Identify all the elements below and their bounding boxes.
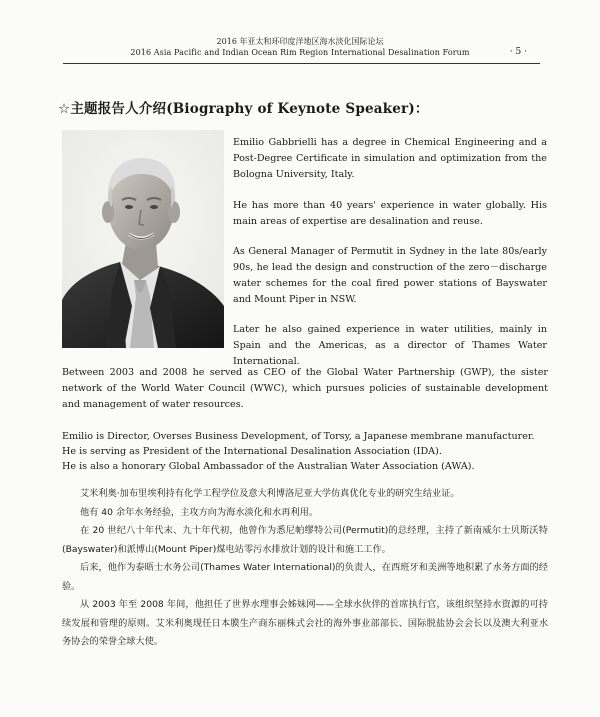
bio-current-roles	[62, 429, 548, 474]
section-title-text: 主题报告人介绍(Biography of Keynote Speaker)：	[70, 101, 429, 117]
bio-cn-paragraph-4: 后来，他作为泰晤士水务公司(Thames Water International)的负责人，在西班牙和美洲等地积累了水务方面的经验。	[62, 562, 548, 592]
page-number: · 5 ·	[509, 47, 527, 57]
star-icon: ☆	[58, 101, 71, 117]
speaker-photo	[62, 130, 224, 348]
bio-paragraph-utilities: Later he also gained experience in water utilities, mainly in Spain and the Americas, as a director of Thames Water International.	[233, 324, 547, 367]
bio-paragraph-experience: He has more than 40 years' experience in water globally. His main areas of expertise are desalination and reuse.	[233, 200, 547, 227]
header-title-en: 2016 Asia Pacific and Indian Ocean Rim Region International Desalination Forum	[130, 48, 470, 57]
bio-line-ambassador: He is also a honorary Global Ambassador of the Australian Water Association (AWA).	[62, 461, 475, 472]
bio-cn-paragraph-5: 从 2003 年至 2008 年间，他担任了世界水理事会姊妹网——全球水伙伴的首席执行官，该组织坚持水资源的可持续发展和管理的原则。艾米利奥现任日本膜生产商东丽株式会社的海外事业部部长、国际脱盐协会会长以及澳大利亚水务协会的荣誉全球大使。	[62, 599, 548, 647]
bio-line-director: Emilio is Director, Overses Business Development, of Torsy, a Japanese membrane manufacturer.	[62, 431, 535, 442]
header-divider	[63, 63, 540, 64]
section-title	[58, 97, 429, 117]
bio-chinese	[62, 485, 548, 652]
bio-paragraph-permutit: As General Manager of Permutit in Sydney in the late 80s/early 90s, he lead the design and construction of the zero－discharge water schemes for the coal fired power stations of Bayswater and Mount Piper in NSW.	[233, 246, 547, 305]
header-title-cn: 2016 年亚太和环印度洋地区海水淡化国际论坛	[216, 37, 384, 46]
bio-cn-paragraph-2: 他有 40 余年水务经验，主攻方向为海水淡化和水再利用。	[80, 506, 319, 518]
speaker-portrait-image	[62, 130, 224, 348]
bio-line-president: He is serving as President of the International Desalination Association (IDA).	[62, 446, 442, 457]
bio-cn-paragraph-1: 艾米利奥·加布里埃利持有化学工程学位及意大利博洛尼亚大学仿真优化专业的研究生结业证。	[80, 488, 460, 499]
bio-cn-paragraph-3: 在 20 世纪八十年代末、九十年代初，他曾作为悉尼帕缪特公司(Permutit)的总经理，主持了新南威尔士贝斯沃特(Bayswater)和派博山(Mount Piper)煤电站零污水排放计划的设计和施工工作。	[62, 525, 548, 555]
bio-paragraph-gwp: Between 2003 and 2008 he served as CEO of the Global Water Partnership (GWP), the sister network of the World Water Council (WWC), which pursues policies of sustainable development and management of water resources.	[62, 367, 548, 410]
bio-paragraph-education: Emilio Gabbrielli has a degree in Chemical Engineering and a Post-Degree Certificate in simulation and optimization from the Bologna University, Italy.	[233, 137, 547, 180]
